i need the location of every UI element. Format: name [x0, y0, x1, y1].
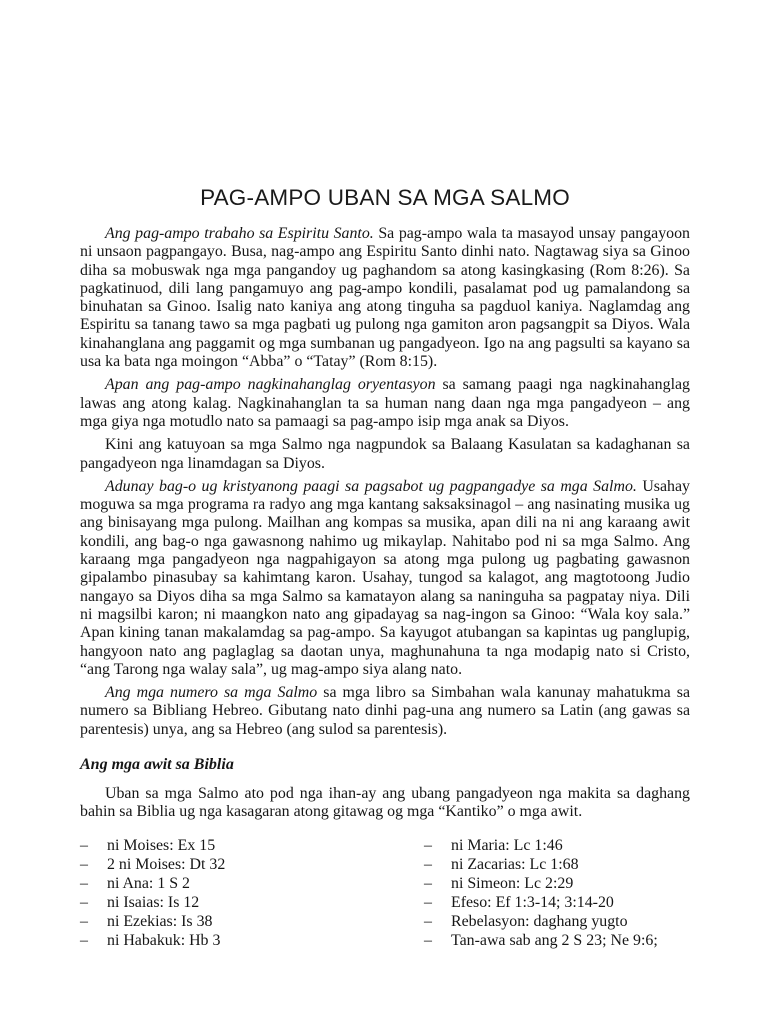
- paragraph-4-lead: Adunay bag-o ug kristyanong paagi sa pagsabot ug pagpangadye sa mga Salmo.: [105, 477, 637, 495]
- list-item: – Rebelasyon: daghang yugto: [424, 912, 628, 930]
- paragraph-2-lead: Apan ang pag-ampo nagkinahanglag oryentasyon: [105, 376, 436, 394]
- list-item: – 2 ni Moises: Dt 32: [80, 855, 226, 873]
- paragraph-2-text: sa samang paagi nga nagkinahanglag lawas ang atong kalag. Nagkinahanglan ta sa human nang daan nga mga pangadyeon – ang mga giya nga motudlo nato sa pamaagi sa pag-ampo isip mga anak sa Diyos.: [80, 376, 690, 430]
- canticles-list-right: [424, 836, 658, 950]
- list-item: – ni Maria: Lc 1:46: [424, 836, 563, 854]
- section-heading: Ang mga awit sa Biblia: [80, 756, 234, 774]
- paragraph-1: [80, 225, 690, 371]
- paragraph-1-lead: Ang pag-ampo trabaho sa Espiritu Santo.: [105, 225, 374, 242]
- list-item: – ni Moises: Ex 15: [80, 836, 216, 854]
- list-dash: –: [80, 912, 88, 930]
- page-title: PAG-AMPO UBAN SA MGA SALMO: [200, 185, 570, 211]
- list-dash: –: [80, 931, 88, 949]
- list-dash: –: [80, 855, 88, 873]
- paragraph-5-text: sa mga libro sa Simbahan wala kanunay mahatukma sa numero sa Bibliang Hebreo. Gibutang nato dinhi pag-una ang numero sa Latin (ang gawas sa parentesis) unya, ang sa Hebreo (ang sulod sa parentesis).: [80, 684, 690, 738]
- list-item: – ni Isaias: Is 12: [80, 893, 200, 911]
- list-item: – ni Simeon: Lc 2:29: [424, 874, 574, 892]
- document-body: [80, 225, 690, 956]
- list-dash: –: [424, 931, 432, 949]
- paragraph-5: [80, 684, 690, 739]
- document-page: [80, 0, 690, 1024]
- section-paragraph: Uban sa mga Salmo ato pod nga ihan-ay ang ubang pangadyeon nga makita sa daghang bahin sa Biblia ug nga kasagaran atong gitawag og mga “Kantiko” o mga awit.: [80, 785, 690, 821]
- paragraph-5-lead: Ang mga numero sa mga Salmo: [105, 684, 318, 702]
- list-item: – ni Ezekias: Is 38: [80, 912, 213, 930]
- paragraph-4: [80, 478, 690, 679]
- list-item: – ni Habakuk: Hb 3: [80, 931, 221, 949]
- paragraph-2: [80, 376, 690, 431]
- list-dash: –: [80, 874, 88, 892]
- list-item: – ni Ana: 1 S 2: [80, 874, 190, 892]
- paragraph-4-text: Usahay moguwa sa mga programa ra radyo ang mga kantang saksaksinagol – ang nasinating musika ug ang binisayang mga pulong. Mailhan ang kompas sa musika, apan dili na ni ang karaang awit kondili, ang bag-o nga gawasnong nahimo ug mikaylap. Nahitabo pod ni sa mga Salmo. Ang karaang mga pangadyeon nga nagpahigayon sa atong mga pulong ug pagbating gawasnon gipalambo pinasubay sa kahimtang karon. Usahay, tungod sa kalagot, ang magtotoong Judio nangayo sa Diyos diha sa mga Salmo sa kamatayon alang sa naninguha sa pagpatay niya. Dili ni magsilbi karon; ni maangkon nato ang gipadayag sa nag-ingon sa Ginoo: “Wala koy sala.” Apan kining tanan makalamdag sa pag-ampo. Sa kayugot atubangan sa kapintas ug panglupig, hangyoon nato ang paglaglag sa daotan unya, maghunahuna ta nga modapig nato si Cristo, “ang Tarong nga walay sala”, ug mag-ampo siya alang nato.: [80, 477, 690, 678]
- list-dash: –: [424, 836, 432, 854]
- list-dash: –: [424, 912, 432, 930]
- canticles-list: [80, 836, 690, 956]
- list-dash: –: [80, 836, 88, 854]
- list-dash: –: [424, 855, 432, 873]
- list-item: – Efeso: Ef 1:3-14; 3:14-20: [424, 893, 614, 911]
- paragraph-3-text: Kini ang katuyoan sa mga Salmo nga nagpundok sa Balaang Kasulatan sa kadaghanan sa pangadyeon nga linamdagan sa Diyos.: [80, 436, 690, 472]
- list-item: – ni Zacarias: Lc 1:68: [424, 855, 579, 873]
- list-item: – Tan-awa sab ang 2 S 23; Ne 9:6;: [424, 931, 658, 949]
- paragraph-3: [80, 436, 690, 473]
- canticles-list-left: [80, 836, 225, 950]
- paragraph-1-text: Sa pag-ampo wala ta masayod unsay pangayoon ni unsaon pagpangayo. Busa, nag-ampo ang Espiritu Santo dinhi nato. Nagtawag siya sa Ginoo diha sa mobuswak nga mga pangandoy ug paghandom sa atong kasingkasing (Rom 8:26). Sa pagkatinuod, dili lang pangamuyo ang pag-ampo kondili, pasalamat pod ug pamalandong sa binuhatan sa Ginoo. Isalig nato kaniya ang atong tinguha sa pagduol kaniya. Naglamdag ang Espiritu sa tanang tawo sa mga pagbati ug pulong nga gamiton aron pagsangpit sa Diyos. Wala kinahanglana ang paggamit og mga sumbanan ug pangadyeon. Igo na ang pagsulti sa kayano sa usa ka bata nga moingon “Abba” o “Tatay” (Rom 8:15).: [80, 225, 690, 371]
- list-dash: –: [424, 893, 432, 911]
- list-dash: –: [424, 874, 432, 892]
- list-dash: –: [80, 893, 88, 911]
